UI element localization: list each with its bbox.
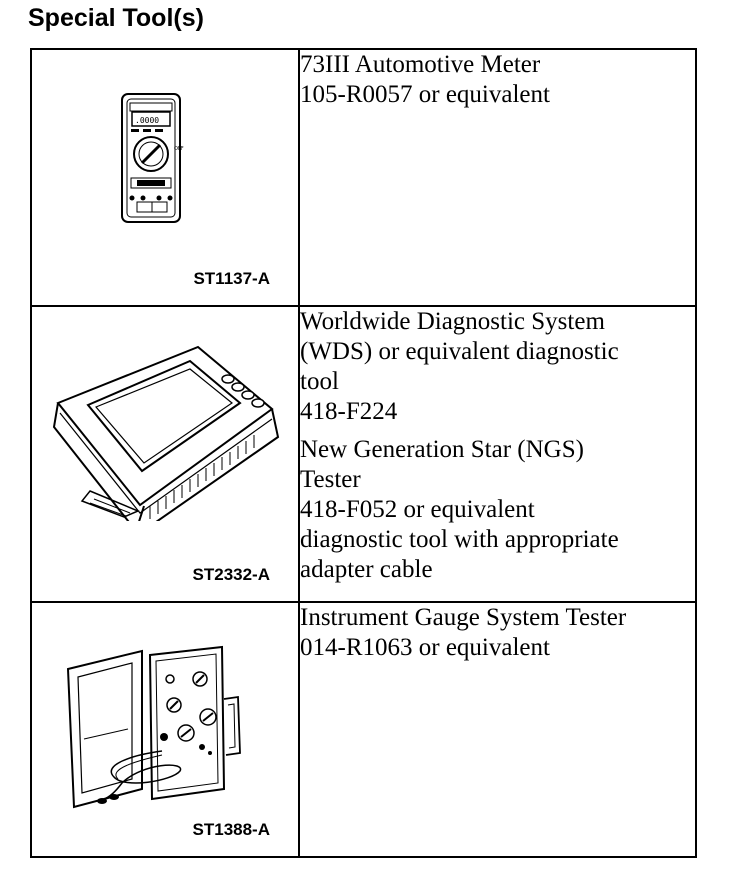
description-line: 418-F224 [300, 398, 398, 425]
tool-illustration-cell [31, 602, 299, 857]
tool-description-cell [299, 306, 696, 602]
page-title: Special Tool(s) [28, 4, 204, 32]
tool-figure-code: ST1137-A [193, 269, 270, 288]
tool-illustration-cell [31, 49, 299, 306]
multimeter-icon [112, 90, 222, 230]
diagnostic-tester-icon [50, 341, 282, 521]
gauge-tester-case-icon [62, 643, 282, 813]
description-line: Instrument Gauge System Tester [300, 604, 627, 631]
tool-description [300, 307, 695, 427]
description-line: New Generation Star (NGS) [300, 436, 584, 463]
tool-description-cell [299, 49, 696, 306]
description-line: diagnostic tool with appropriate [300, 526, 619, 553]
tool-figure-code: ST1388-A [192, 820, 270, 839]
table-row [31, 49, 696, 306]
tool-description-cell [299, 602, 696, 857]
description-line: adapter cable [300, 556, 433, 583]
description-line: Worldwide Diagnostic System [300, 308, 605, 335]
description-line: 418-F052 or equivalent [300, 496, 535, 523]
description-line: 014-R1063 or equivalent [300, 634, 550, 661]
description-line: tool [300, 368, 339, 395]
table-row [31, 306, 696, 602]
table-row [31, 602, 696, 857]
description-line: 73III Automotive Meter [300, 51, 541, 78]
description-line: 105-R0057 or equivalent [300, 81, 550, 108]
svg-text:.0000: .0000 [135, 116, 160, 125]
description-line: Tester [300, 466, 361, 493]
tool-figure-code: ST2332-A [192, 565, 270, 584]
tool-description [300, 603, 695, 663]
tool-description [300, 435, 695, 585]
tool-illustration-cell [31, 306, 299, 602]
svg-text:OFF: OFF [174, 146, 184, 152]
tool-description [300, 50, 695, 110]
description-line: (WDS) or equivalent diagnostic [300, 338, 619, 365]
special-tools-table [30, 48, 697, 858]
